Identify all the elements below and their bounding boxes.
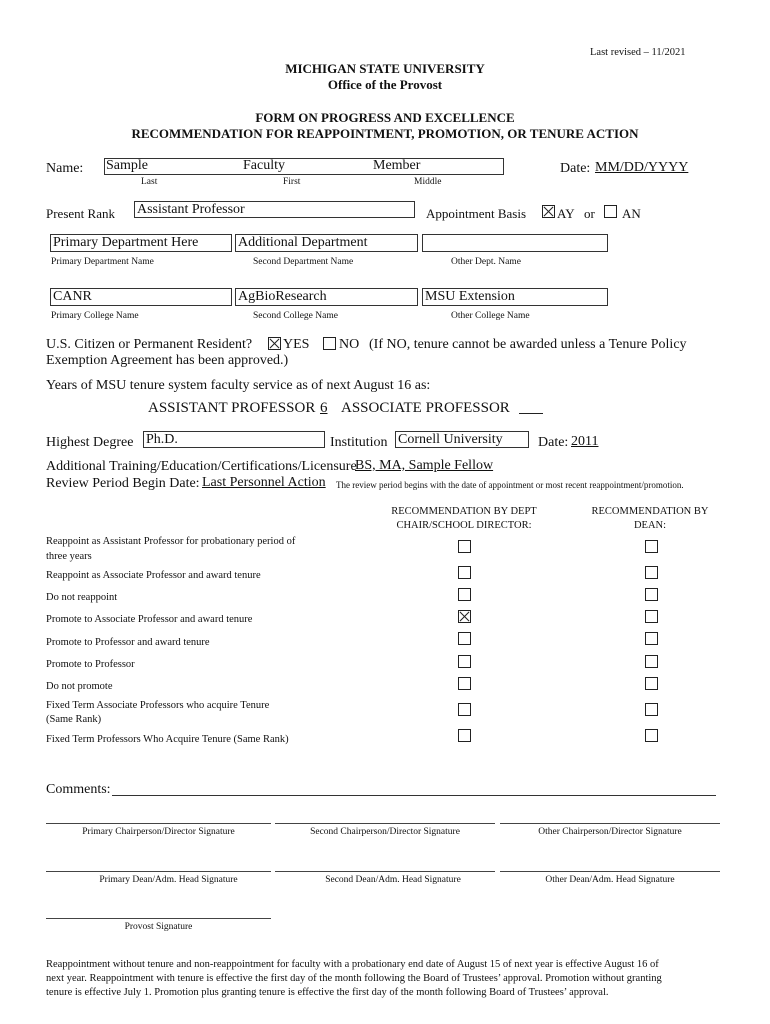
review-begin-input[interactable]: Last Personnel Action <box>202 475 326 490</box>
highest-degree-label: Highest Degree <box>46 435 134 450</box>
second-college-caption: Second College Name <box>253 311 338 321</box>
training-label: Additional Training/Education/Certifications/Licensure <box>46 459 357 474</box>
primary-department-caption: Primary Department Name <box>51 257 154 267</box>
institution-input[interactable]: Cornell University <box>395 431 529 448</box>
form-title: FORM ON PROGRESS AND EXCELLENCE <box>255 110 515 125</box>
last-caption: Last <box>141 177 158 187</box>
second-dean-signature-line[interactable] <box>275 871 495 872</box>
last-name-input[interactable]: Sample <box>106 158 148 173</box>
or-label: or <box>584 206 595 221</box>
first-name-input[interactable]: Faculty <box>243 158 285 173</box>
date-input[interactable]: MM/DD/YYYY <box>595 160 689 175</box>
second-department-input[interactable]: Additional Department <box>235 234 418 252</box>
chair-checkbox-promote-associate-tenure[interactable] <box>458 610 471 623</box>
comments-label: Comments: <box>46 782 111 797</box>
chair-checkbox-fixed-associate-tenure[interactable] <box>458 703 471 716</box>
option-label: Reappoint as Assistant Professor for probationary period of <box>46 536 296 547</box>
primary-dean-signature-caption: Primary Dean/Adm. Head Signature <box>99 875 238 885</box>
other-dean-signature-caption: Other Dean/Adm. Head Signature <box>545 875 675 885</box>
provost-signature-line[interactable] <box>46 918 271 919</box>
review-begin-label: Review Period Begin Date: <box>46 476 200 491</box>
provost-signature-caption: Provost Signature <box>124 922 193 932</box>
citizen-no-checkbox[interactable] <box>323 337 336 350</box>
primary-chair-signature-line[interactable] <box>46 823 271 824</box>
primary-college-input[interactable]: CANR <box>50 288 232 306</box>
dean-checkbox-do-not-reappoint[interactable] <box>645 588 658 601</box>
second-department-caption: Second Department Name <box>253 257 354 267</box>
years-label: Years of MSU tenure system faculty service as of next August 16 as: <box>46 378 431 393</box>
present-rank-label: Present Rank <box>46 206 115 221</box>
present-rank-input[interactable]: Assistant Professor <box>134 201 415 218</box>
chair-column-header-2: CHAIR/SCHOOL DIRECTOR: <box>396 520 532 531</box>
an-label: AN <box>622 206 641 221</box>
dean-column-header: RECOMMENDATION BY <box>591 506 709 517</box>
second-chair-signature-caption: Second Chairperson/Director Signature <box>310 827 460 837</box>
chair-checkbox-do-not-reappoint[interactable] <box>458 588 471 601</box>
other-chair-signature-caption: Other Chairperson/Director Signature <box>538 827 682 837</box>
citizen-yes-label: YES <box>283 337 310 352</box>
citizen-no-label: NO <box>339 337 360 352</box>
other-dean-signature-line[interactable] <box>500 871 720 872</box>
assistant-years-label: ASSISTANT PROFESSOR <box>148 400 316 416</box>
ay-label: AY <box>557 206 575 221</box>
chair-checkbox-reappoint-associate-tenure[interactable] <box>458 566 471 579</box>
option-label: Fixed Term Associate Professors who acquire Tenure <box>46 700 270 711</box>
an-checkbox[interactable] <box>604 205 617 218</box>
training-input[interactable]: BS, MA, Sample Fellow <box>355 458 494 473</box>
footer-note-line-1: Reappointment without tenure and non-reappointment for faculty with a probationary end date of August 15 of next year is effective August 16 of <box>46 959 659 970</box>
citizen-question: U.S. Citizen or Permanent Resident? <box>46 337 253 352</box>
dean-checkbox-reappoint-associate-tenure[interactable] <box>645 566 658 579</box>
second-college-input[interactable]: AgBioResearch <box>235 288 418 306</box>
citizen-note: (If NO, tenure cannot be awarded unless a Tenure Policy <box>369 337 687 352</box>
option-label: Do not reappoint <box>46 592 118 603</box>
dean-column-header-2: DEAN: <box>633 520 667 531</box>
primary-college-caption: Primary College Name <box>51 311 139 321</box>
university-name: MICHIGAN STATE UNIVERSITY <box>285 61 485 76</box>
other-college-caption: Other College Name <box>451 311 530 321</box>
primary-department-input[interactable]: Primary Department Here <box>50 234 232 252</box>
second-dean-signature-caption: Second Dean/Adm. Head Signature <box>325 875 461 885</box>
dean-checkbox-reappoint-assistant[interactable] <box>645 540 658 553</box>
citizen-note-cont: Exemption Agreement has been approved.) <box>46 353 289 368</box>
form-subtitle: RECOMMENDATION FOR REAPPOINTMENT, PROMOTION, OR TENURE ACTION <box>131 126 639 141</box>
option-label: Promote to Professor <box>46 659 135 670</box>
other-college-input[interactable]: MSU Extension <box>422 288 608 306</box>
review-note: The review period begins with the date of appointment or most recent reappointment/promotion. <box>336 480 684 490</box>
middle-name-input[interactable]: Member <box>373 158 421 173</box>
option-label-cont: (Same Rank) <box>46 714 102 725</box>
primary-chair-signature-caption: Primary Chairperson/Director Signature <box>82 827 235 837</box>
name-label: Name: <box>46 161 84 176</box>
footer-note-line-3: tenure is effective July 1. Promotion plus granting tenure is effective the first day of the month following Board of Trustees’ approval. <box>46 987 609 998</box>
dean-checkbox-promote-professor[interactable] <box>645 655 658 668</box>
middle-caption: Middle <box>414 177 442 187</box>
footer-note-line-2: next year. Reappointment with tenure is effective the first day of the month following the Board of Trustees’ approval. Promotion without granting <box>46 973 662 984</box>
office-name: Office of the Provost <box>327 77 443 92</box>
last-revised: Last revised – 11/2021 <box>590 47 686 58</box>
degree-date-input[interactable]: 2011 <box>571 434 599 449</box>
option-label: Do not promote <box>46 681 113 692</box>
other-department-caption: Other Dept. Name <box>451 257 521 267</box>
chair-checkbox-do-not-promote[interactable] <box>458 677 471 690</box>
option-label: Reappoint as Associate Professor and award tenure <box>46 570 261 581</box>
citizen-yes-checkbox[interactable] <box>268 337 281 350</box>
assistant-years-input[interactable]: 6 <box>320 400 328 416</box>
option-label: Promote to Associate Professor and award tenure <box>46 614 253 625</box>
dean-checkbox-do-not-promote[interactable] <box>645 677 658 690</box>
ay-checkbox[interactable] <box>542 205 555 218</box>
second-chair-signature-line[interactable] <box>275 823 495 824</box>
option-label: Promote to Professor and award tenure <box>46 637 210 648</box>
chair-checkbox-promote-professor-tenure[interactable] <box>458 632 471 645</box>
dean-checkbox-fixed-associate-tenure[interactable] <box>645 703 658 716</box>
name-field-group <box>104 158 504 175</box>
chair-checkbox-fixed-professor-tenure[interactable] <box>458 729 471 742</box>
chair-column-header: RECOMMENDATION BY DEPT <box>391 506 537 517</box>
appointment-basis-label: Appointment Basis <box>426 206 527 221</box>
option-label-cont: three years <box>46 551 92 562</box>
highest-degree-input[interactable]: Ph.D. <box>143 431 325 448</box>
primary-dean-signature-line[interactable] <box>46 871 271 872</box>
associate-years-input[interactable] <box>519 413 543 414</box>
date-label: Date: <box>560 161 591 176</box>
degree-date-label: Date: <box>538 435 569 450</box>
option-label: Fixed Term Professors Who Acquire Tenure (Same Rank) <box>46 734 289 745</box>
other-chair-signature-line[interactable] <box>500 823 720 824</box>
comments-input[interactable] <box>112 795 716 796</box>
institution-label: Institution <box>330 435 388 450</box>
dean-checkbox-promote-professor-tenure[interactable] <box>645 632 658 645</box>
first-caption: First <box>283 177 301 187</box>
other-department-input[interactable] <box>422 234 608 252</box>
chair-checkbox-promote-professor[interactable] <box>458 655 471 668</box>
dean-checkbox-fixed-professor-tenure[interactable] <box>645 729 658 742</box>
associate-years-label: ASSOCIATE PROFESSOR <box>341 400 510 416</box>
chair-checkbox-reappoint-assistant[interactable] <box>458 540 471 553</box>
dean-checkbox-promote-associate-tenure[interactable] <box>645 610 658 623</box>
